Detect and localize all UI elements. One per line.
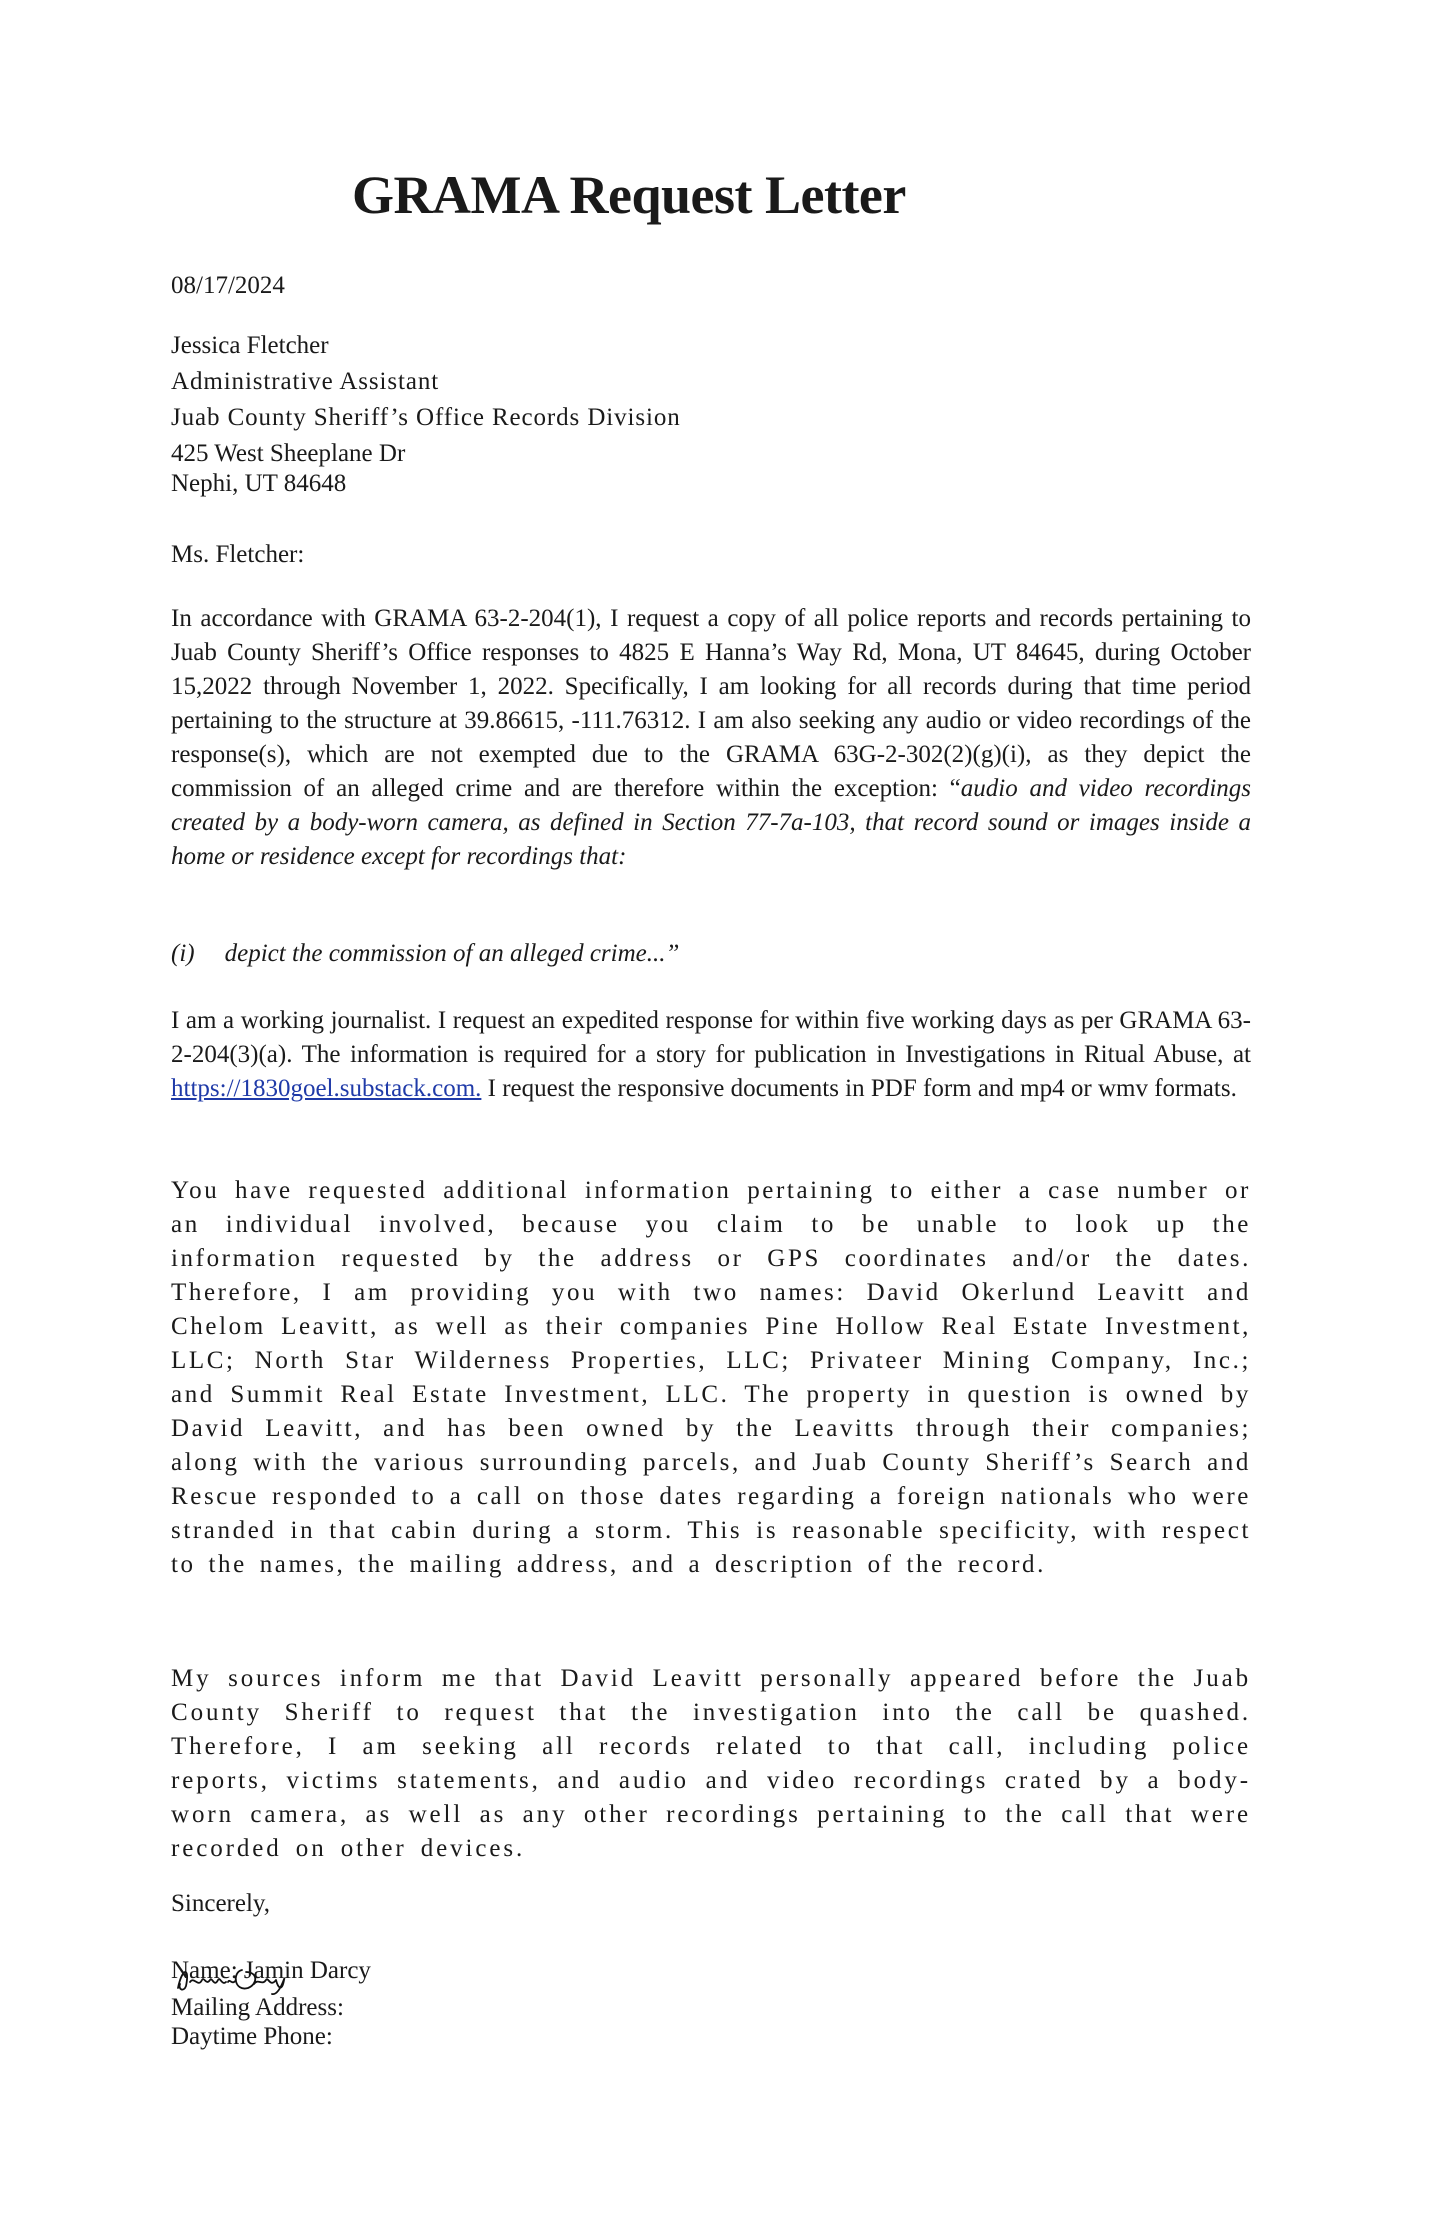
journalist-paragraph xyxy=(171,1004,1251,1106)
journalist-text: I am a working journalist. I request an expedited response for within five working days as per GRAMA 63-2-204(3)(a). The information is required for a story for publication in Investigations in Ritual Abuse, at xyxy=(171,1007,1251,1068)
signature-text xyxy=(284,1955,289,1956)
salutation: Ms. Fletcher: xyxy=(171,541,305,568)
mailing-address-line: Mailing Address: xyxy=(171,1994,344,2021)
letter-title: GRAMA Request Letter xyxy=(352,165,906,225)
recipient-name: Jessica Fletcher xyxy=(171,332,329,359)
list-text: depict the commission of an alleged crime...” xyxy=(224,940,680,967)
recipient-street: 425 West Sheeplane Dr xyxy=(171,440,406,467)
recipient-city: Nephi, UT 84648 xyxy=(171,470,347,497)
list-marker: (i) xyxy=(171,940,195,967)
substack-link[interactable]: https://1830goel.substack.com. xyxy=(171,1075,482,1102)
request-paragraph xyxy=(171,602,1251,874)
additional-info-paragraph: You have requested additional information pertaining to either a case number or an individual involved, because you claim to be unable to look up the information requested by the address or GPS coordinates and/or the dates. Therefore, I am providing you with two names: David Okerlund Leavitt and Chelom Leavitt, as well as their companies Pine Hollow Real Estate Investment, LLC; North Star Wilderness Properties, LLC; Privateer Mining Company, Inc.; and Summit Real Estate Investment, LLC. The property in question is owned by David Leavitt, and has been owned by the Leavitts through their companies; along with the various surrounding parcels, and Juab County Sheriff’s Search and Rescue responded to a call on those dates regarding a foreign nationals who were stranded in that cabin during a storm. This is reasonable specificity, with respect to the names, the mailing address, and a description of the record. xyxy=(171,1177,1251,1578)
request-text: In accordance with GRAMA 63-2-204(1), I request a copy of all police reports and records pertaining to Juab County Sheriff’s Office responses to 4825 E Hanna’s Way Rd, Mona, UT 84645, during October 15,2022 through November 1, 2022. Specifically, I am looking for all records during that time period pertaining to the structure at 39.86615, -111.76312. I am also seeking any audio or video recordings of the response(s), which are not exempted due to the GRAMA 63G-2-302(2)(g)(i), as they depict the commission of an alleged crime and are therefore within the exception: “ xyxy=(171,605,1251,802)
journalist-text-after: I request the responsive documents in PDF form and mp4 or wmv formats. xyxy=(481,1075,1237,1102)
letter-date: 08/17/2024 xyxy=(171,272,285,299)
closing: Sincerely, xyxy=(171,1890,271,1917)
name-line: Name: Jamin Darcy xyxy=(171,1957,371,1984)
recipient-office: Juab County Sheriff’s Office Records Division xyxy=(171,404,681,431)
daytime-phone-line: Daytime Phone: xyxy=(171,2023,333,2050)
statute-list-item xyxy=(171,940,679,968)
statute-quote: audio and video recordings created by a body-worn camera, as defined in Section 77-7a-103, that record sound or images inside a home or residence except for recordings that: xyxy=(171,775,1252,870)
recipient-role: Administrative Assistant xyxy=(171,368,440,395)
sources-paragraph: My sources inform me that David Leavitt personally appeared before the Juab County Sheriff to request that the investigation into the call be quashed. Therefore, I am seeking all records related to that call, including police reports, victims statements, and audio and video recordings crated by a body-worn camera, as well as any other recordings pertaining to the call that were recorded on other devices. xyxy=(171,1665,1251,1862)
